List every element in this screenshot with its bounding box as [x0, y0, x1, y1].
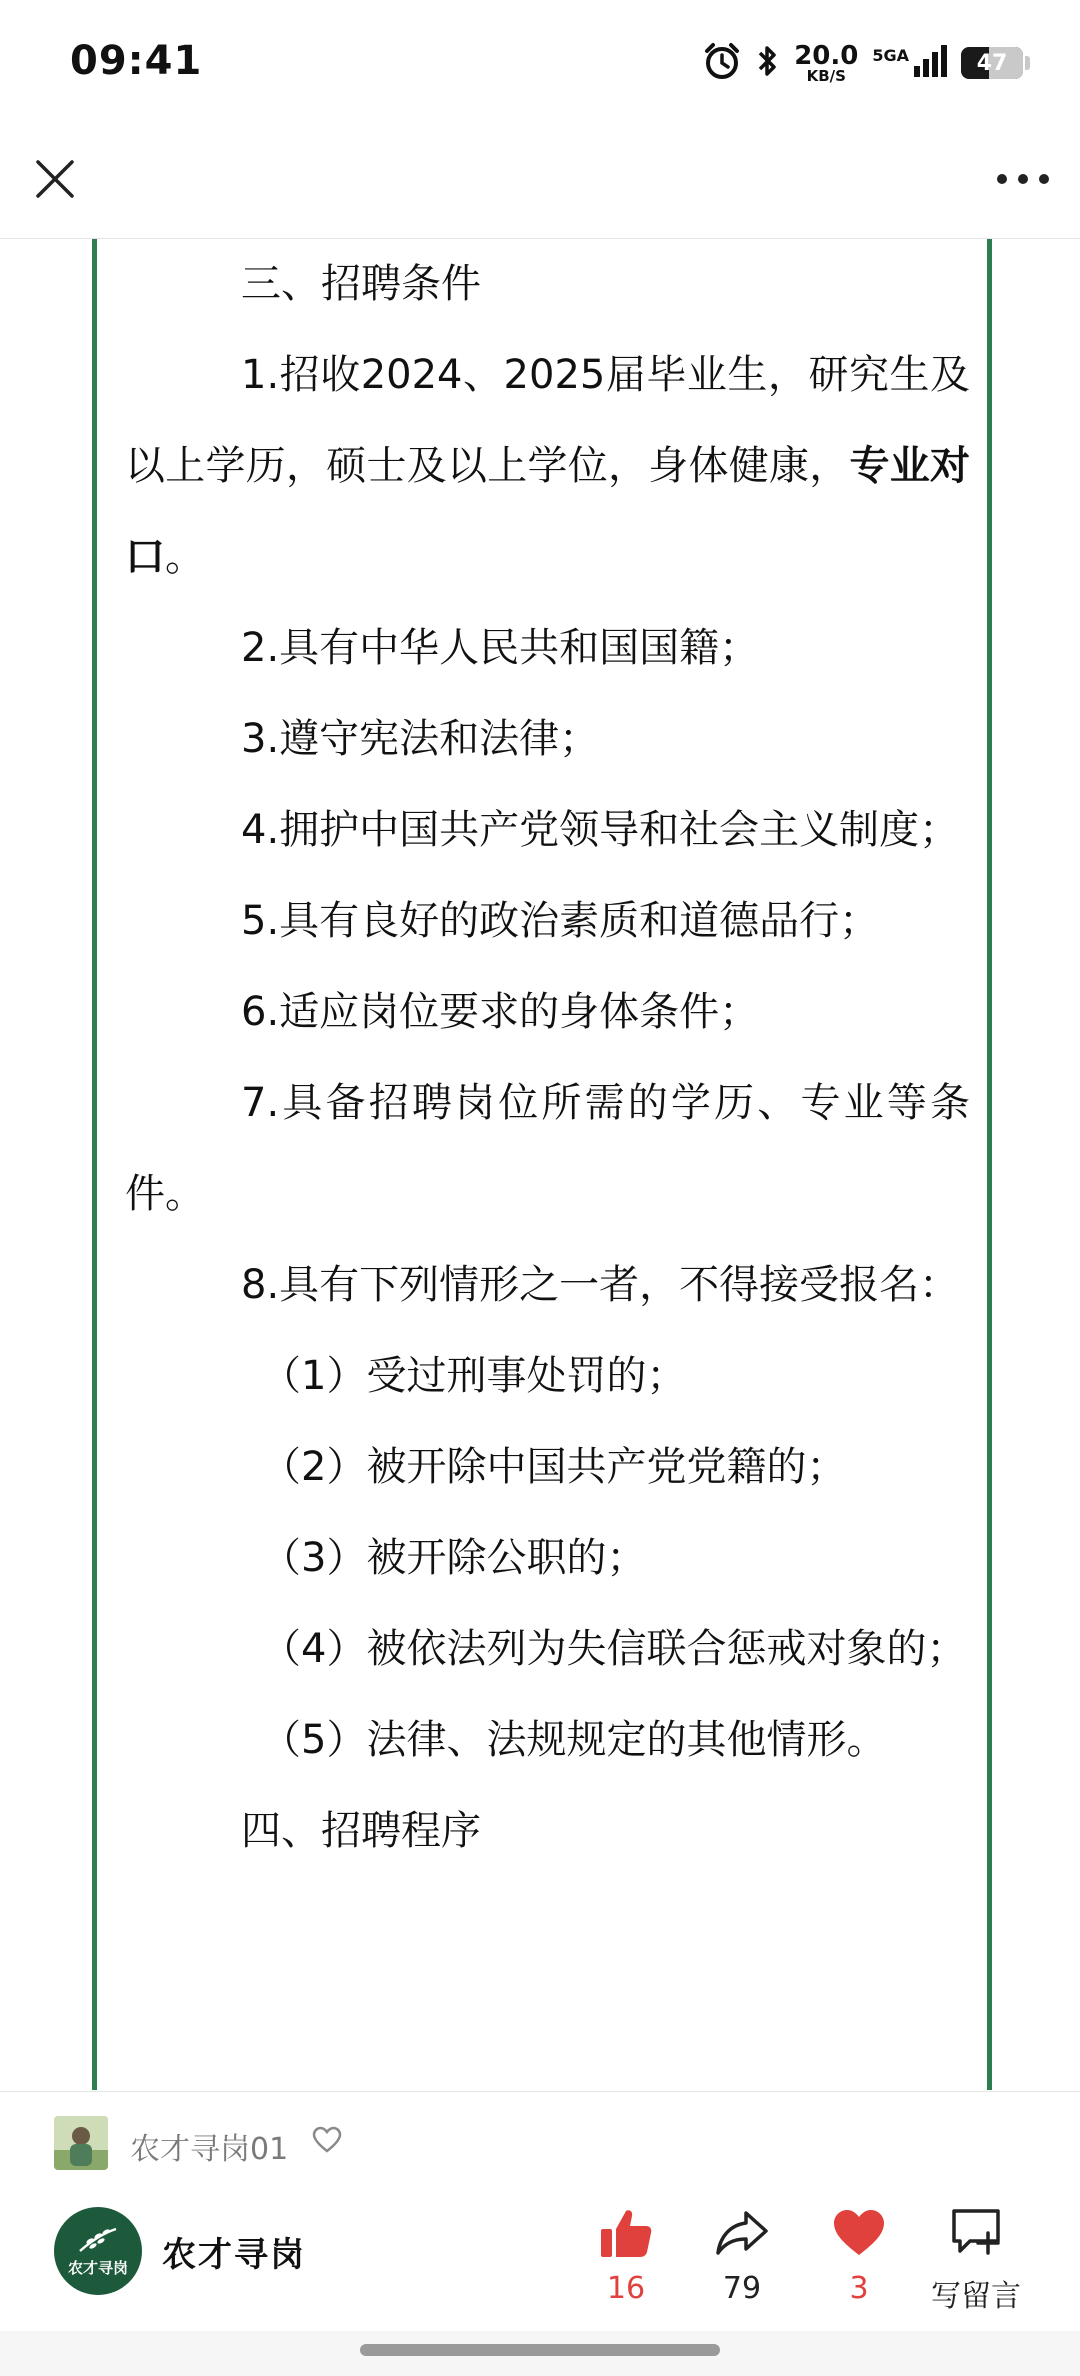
- heart-outline-icon[interactable]: [312, 2126, 342, 2158]
- close-icon: [35, 159, 75, 199]
- author-avatar[interactable]: [54, 2116, 108, 2170]
- close-button[interactable]: [28, 152, 82, 206]
- comment-add-icon: [948, 2201, 1004, 2265]
- paragraph-item-1: [125, 330, 970, 603]
- share-count: 79: [722, 2271, 762, 2306]
- paragraph-text: 1.招收2024、2025届毕业生，研究生及以上学历，硕士及以上学位，身体健康，: [125, 352, 970, 489]
- status-bar: [0, 0, 1080, 130]
- signal-group: [872, 44, 947, 82]
- thumbs-up-icon: [598, 2201, 654, 2265]
- love-button[interactable]: [799, 2201, 919, 2306]
- author-name[interactable]: 农才寻岗01: [130, 2132, 289, 2167]
- paragraph-item-4: 4.拥护中国共产党领导和社会主义制度；: [241, 807, 960, 853]
- author-bar: [0, 2091, 1080, 2182]
- comment-label: 写留言: [931, 2279, 1021, 2314]
- paragraph-item-6: 6.适应岗位要求的身体条件；: [241, 989, 760, 1035]
- article-body: [125, 239, 970, 1877]
- paragraph-item-5: 5.具有良好的政治素质和道德品行；: [241, 898, 880, 944]
- share-button[interactable]: [682, 2201, 802, 2306]
- paragraph-subitem-1: （1）受过刑事处罚的；: [261, 1353, 687, 1399]
- signal-icon: [913, 44, 947, 82]
- like-button[interactable]: [566, 2201, 686, 2306]
- battery-level: 47: [976, 50, 1008, 76]
- battery-icon: [961, 47, 1023, 79]
- like-count: 16: [606, 2271, 646, 2306]
- wheat-icon: [76, 2225, 120, 2255]
- paragraph-bold-text: 专业对口: [125, 443, 970, 580]
- more-button[interactable]: [988, 152, 1058, 206]
- share-icon: [714, 2201, 770, 2265]
- home-indicator[interactable]: [360, 2344, 720, 2356]
- status-time: 09:41: [70, 38, 203, 84]
- section-heading-next: 四、招聘程序: [241, 1808, 481, 1854]
- paragraph-subitem-4: （4）被依法列为失信联合惩戒对象的；: [261, 1626, 967, 1672]
- love-count: 3: [849, 2271, 869, 2306]
- section-heading: 三、招聘条件: [241, 261, 481, 307]
- alarm-icon: [702, 41, 742, 85]
- top-nav: [0, 130, 1080, 239]
- paragraph-item-7: 7.具备招聘岗位所需的学历、专业等条件。: [125, 1080, 970, 1217]
- paragraph-subitem-3: （3）被开除公职的；: [261, 1535, 647, 1581]
- article-viewport[interactable]: [0, 239, 1080, 2090]
- logo-text: 农才寻岗: [67, 2258, 128, 2277]
- paragraph-subitem-5: （5）法律、法规规定的其他情形。: [261, 1717, 887, 1763]
- status-icons: [702, 40, 1030, 86]
- comment-button[interactable]: [916, 2201, 1036, 2315]
- brand-logo[interactable]: [54, 2207, 142, 2295]
- paragraph-item-2: 2.具有中华人民共和国国籍；: [241, 625, 760, 671]
- heart-icon: [831, 2201, 887, 2265]
- net-type-label: 5GA: [872, 46, 909, 65]
- paragraph-subitem-2: （2）被开除中国共产党党籍的；: [261, 1444, 847, 1490]
- bluetooth-icon: [756, 41, 780, 85]
- net-speed-unit: KB/S: [806, 66, 846, 85]
- action-bar: [0, 2181, 1080, 2331]
- net-speed: [794, 40, 859, 85]
- paragraph-item-8: 8.具有下列情形之一者，不得接受报名：: [241, 1262, 960, 1308]
- battery-group: [961, 47, 1030, 79]
- paragraph-item-3: 3.遵守宪法和法律；: [241, 716, 600, 762]
- paragraph-suffix: 。: [165, 534, 205, 580]
- brand-name[interactable]: 农才寻岗: [162, 2235, 306, 2275]
- net-speed-value: 20.0: [794, 40, 859, 71]
- more-icon: [995, 172, 1051, 186]
